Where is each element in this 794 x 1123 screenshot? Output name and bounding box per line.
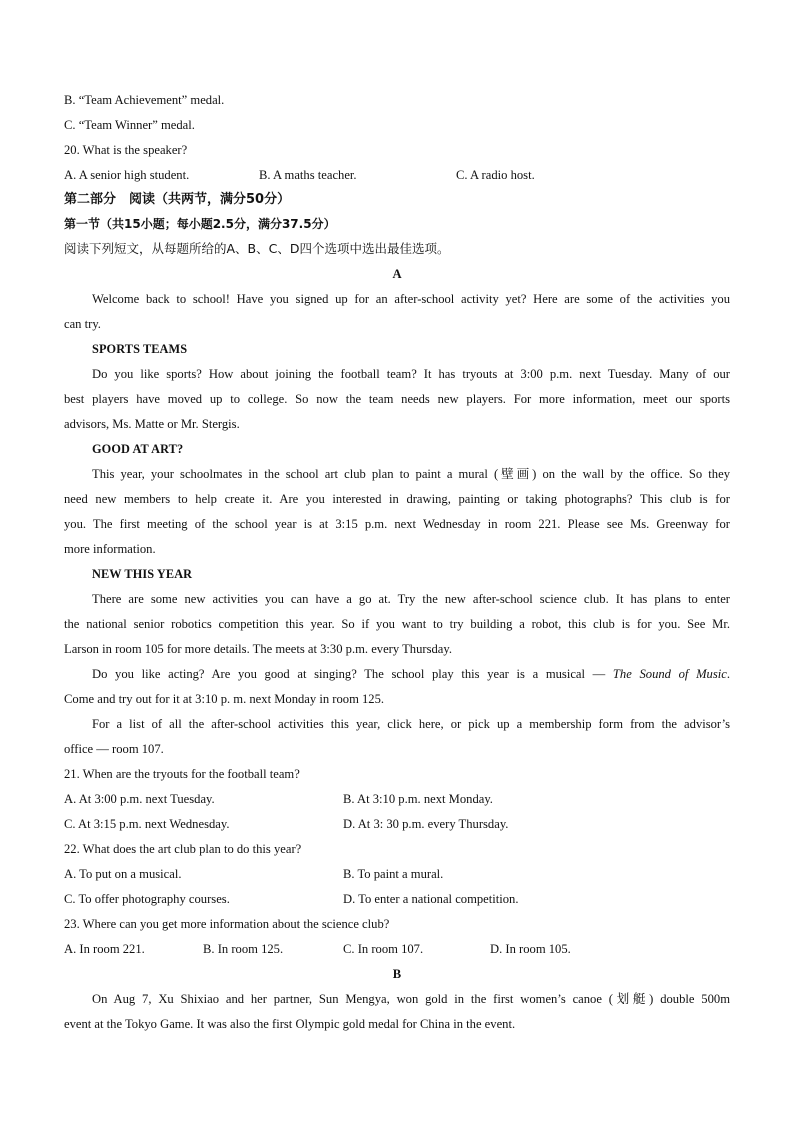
art-line-3: you. The first meeting of the school year is at 3:15 p.m. next Wednesday in room 221. Please see Ms. Greenway for [64,517,730,531]
musical-title: The Sound of Music [612,667,727,681]
q23-option-b: B. In room 125. [203,942,284,956]
q22-option-d: D. To enter a national competition. [343,892,519,906]
q23-option-a: A. In room 221. [64,942,145,956]
section1-instruction: 阅读下列短文，从每题所给的A、B、C、D四个选项中选出最佳选项。 [64,241,450,256]
play-line-2: Come and try out for it at 3:10 p. m. next Monday in room 125. [64,692,385,706]
q21-option-c: C. At 3:15 p.m. next Wednesday. [64,817,230,831]
passage-a-label: A [392,267,402,281]
q20-option-c: C. A radio host. [456,168,535,182]
list-line-1: For a list of all the after-school activities this year, click here, or pick up a membership form from the advisor’s [92,717,730,731]
art-line-1: This year, your schoolmates in the school art club plan to paint a mural (壁画) on the wall by the office. So they [92,467,730,481]
q21-option-d: D. At 3: 30 p.m. every Thursday. [343,817,509,831]
sports-teams-heading: SPORTS TEAMS [92,342,188,356]
sports-line-1: Do you like sports? How about joining the football team? It has tryouts at 3:00 p.m. next Tuesday. Many of our [92,367,730,381]
q19-option-c: C. “Team Winner” medal. [64,118,195,132]
q21-option-a: A. At 3:00 p.m. next Tuesday. [64,792,215,806]
list-line-2: office — room 107. [64,742,164,756]
passage-a-intro-line-2: can try. [64,317,101,331]
play-line-1 [92,666,730,682]
q19-option-b: B. “Team Achievement” medal. [64,93,225,107]
q21-option-b: B. At 3:10 p.m. next Monday. [343,792,493,806]
art-line-4: more information. [64,542,156,556]
q22-option-b: B. To paint a mural. [343,867,444,881]
sports-line-3: advisors, Ms. Matte or Mr. Stergis. [64,417,240,431]
play-line-1-end: . [726,667,730,681]
new-line-3: Larson in room 105 for more details. The meets at 3:30 p.m. every Thursday. [64,642,452,656]
q23-question: 23. Where can you get more information about the science club? [64,917,390,931]
q20-question: 20. What is the speaker? [64,143,188,157]
play-line-1-text: Do you like acting? Are you good at singing? The school play this year is a musical — [92,667,613,681]
q22-option-c: C. To offer photography courses. [64,892,230,906]
passage-b-label: B [392,967,402,981]
part2-title: 第二部分 阅读（共两节，满分50分） [64,192,291,207]
passage-b-line-1: On Aug 7, Xu Shixiao and her partner, Sun Mengya, won gold in the first women’s canoe (划艇) double 500m [92,992,730,1006]
art-line-2: need new members to help create it. Are you interested in drawing, painting or taking photographs? This club is for [64,492,730,506]
q20-option-b: B. A maths teacher. [259,168,357,182]
q21-question: 21. When are the tryouts for the football team? [64,767,300,781]
q20-option-a: A. A senior high student. [64,168,190,182]
passage-b-line-2: event at the Tokyo Game. It was also the first Olympic gold medal for China in the event. [64,1017,516,1031]
new-this-year-heading: NEW THIS YEAR [92,567,193,581]
passage-a-intro-line-1: Welcome back to school! Have you signed up for an after-school activity yet? Here are some of the activities you [92,292,730,306]
good-at-art-heading: GOOD AT ART? [92,442,184,456]
sports-line-2: best players have moved up to college. So now the team needs new players. For more information, meet our sports [64,392,730,406]
q22-question: 22. What does the art club plan to do this year? [64,842,302,856]
section1-title: 第一节（共15小题；每小题2.5分，满分37.5分） [64,217,336,231]
new-line-1: There are some new activities you can have a go at. Try the new after-school science club. It has plans to enter [92,592,730,606]
q22-option-a: A. To put on a musical. [64,867,182,881]
q23-option-c: C. In room 107. [343,942,424,956]
new-line-2: the national senior robotics competition this year. So if you want to try building a robot, this club is for you. See Mr. [64,617,730,631]
q23-option-d: D. In room 105. [490,942,571,956]
